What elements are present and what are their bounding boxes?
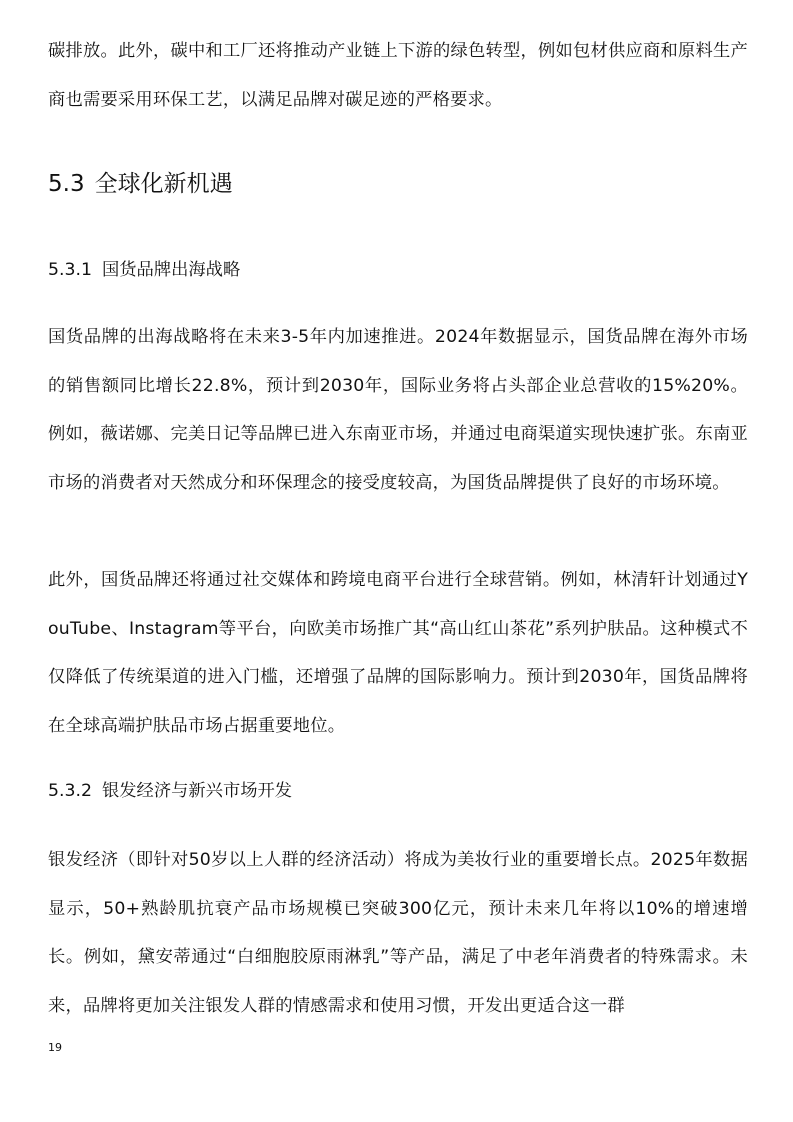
section-number: 5.3 [48, 171, 85, 197]
section-heading [48, 168, 748, 200]
subsection-heading-1 [48, 257, 748, 283]
subsection-heading-2 [48, 778, 748, 804]
subsection-1-number: 5.3.1 [48, 260, 92, 280]
subsection-1-title: 国货品牌出海战略 [101, 260, 241, 280]
subsection-2-number: 5.3.2 [48, 781, 92, 801]
page-number: 19 [48, 1041, 62, 1054]
section-title: 全球化新机遇 [94, 171, 233, 197]
subsection-1-paragraph-1: 国货品牌的出海战略将在未来3-5年内加速推进。2024年数据显示，国货品牌在海外市场的销售额同比增长22.8%，预计到2030年，国际业务将占头部企业总营收的15%20%。例如，薇诺娜、完美日记等品牌已进入东南亚市场，并通过电商渠道实现快速扩张。东南亚市场的消费者对天然成分和环保理念的接受度较高，为国货品牌提供了良好的市场环境。 [48, 327, 748, 493]
intro-paragraph: 碳排放。此外，碳中和工厂还将推动产业链上下游的绿色转型，例如包材供应商和原料生产商也需要采用环保工艺，以满足品牌对碳足迹的严格要求。 [48, 41, 748, 110]
subsection-2-title: 银发经济与新兴市场开发 [101, 781, 293, 801]
subsection-2-paragraph-1: 银发经济（即针对50岁以上人群的经济活动）将成为美妆行业的重要增长点。2025年数据显示，50+熟龄肌抗衰产品市场规模已突破300亿元，预计未来几年将以10%的增速增长。例如，黛安蒂通过“白细胞胶原雨淋乳”等产品，满足了中老年消费者的特殊需求。未来，品牌将更加关注银发人群的情感需求和使用习惯，开发出更适合这一群 [48, 850, 748, 1016]
subsection-1-paragraph-2: 此外，国货品牌还将通过社交媒体和跨境电商平台进行全球营销。例如，林清轩计划通过YouTube、Instagram等平台，向欧美市场推广其“高山红山茶花”系列护肤品。这种模式不仅降低了传统渠道的进入门槛，还增强了品牌的国际影响力。预计到2030年，国货品牌将在全球高端护肤品市场占据重要地位。 [48, 570, 748, 736]
